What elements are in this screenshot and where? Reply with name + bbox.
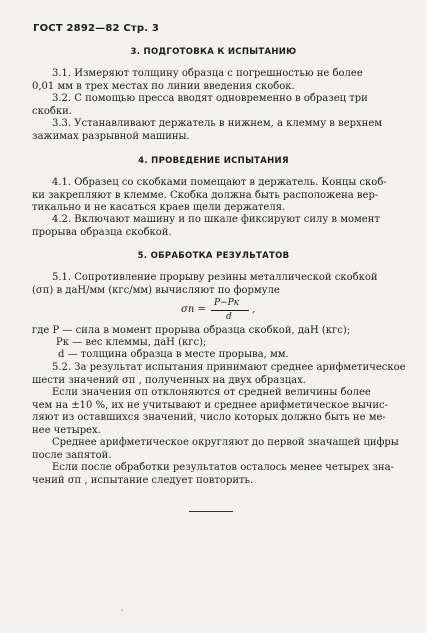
paragraph-4-2: 4.2. Включают машину и по шкале фиксируют силу в момент прорыва образца скобкой. — [32, 214, 380, 238]
paragraph-4-1: 4.1. Образец со скобками помещают в держатель. Концы скоб- ки закрепляют в клемме. Скобка должна быть расположена вер- тикально и не касаться краев щели держателя. — [32, 177, 387, 214]
page-header: ГОСТ 2892—82 Стр. 3 — [33, 23, 160, 34]
legend-pk: Pк — вес клеммы, даН (кгс); — [56, 337, 207, 348]
corner-mark: ' — [121, 608, 124, 617]
end-rule — [189, 511, 233, 512]
section-4-title: 4. ПРОВЕДЕНИЕ ИСПЫТАНИЯ — [138, 156, 289, 166]
formula-lhs: σп = — [181, 304, 206, 315]
paragraph-5-5: Если после обработки результатов осталось менее четырех зна- чений σп , испытание следует повторить. — [32, 462, 394, 486]
formula-denominator: d — [226, 312, 232, 322]
section-3-title: 3. ПОДГОТОВКА К ИСПЫТАНИЮ — [130, 47, 297, 57]
paragraph-3-1: 3.1. Измеряют толщину образца с погрешностью не более 0,01 мм в трех местах по линии введения скобок. — [32, 68, 363, 92]
paragraph-5-4: Среднее арифметическое округляют до первой значащей цифры после запятой. — [32, 437, 399, 461]
paragraph-5-2: 5.2. За результат испытания принимают среднее арифметическое шести значений σп , полученных на двух образцах. — [32, 362, 406, 386]
legend-d: d — толщина образца в месте прорыва, мм. — [58, 349, 289, 360]
formula-numerator: P−Pк — [214, 298, 240, 308]
paragraph-3-3: 3.3. Устанавливают держатель в нижнем, а клемму в верхнем зажимах разрывной машины. — [32, 118, 383, 142]
paragraph-5-1: 5.1. Сопротивление прорыву резины металлической скобкой (σп) в даН/мм (кгс/мм) вычисляют по формуле — [32, 272, 378, 296]
paragraph-3-2: 3.2. С помощью пресса вводят одновременно в образец три скобки. — [32, 93, 368, 117]
legend-p: где P — сила в момент прорыва образца скобкой, даН (кгс); — [32, 325, 351, 336]
paragraph-5-3: Если значения σп отклоняются от средней величины более чем на ±10 %, их не учитывают и среднее арифметическое вычис- ляют из оставшихся значений, число которых должно быть не ме- нее четырех. — [32, 387, 389, 436]
fraction-bar — [211, 310, 249, 311]
formula-comma: , — [252, 304, 256, 315]
section-5-title: 5. ОБРАБОТКА РЕЗУЛЬТАТОВ — [137, 251, 290, 261]
